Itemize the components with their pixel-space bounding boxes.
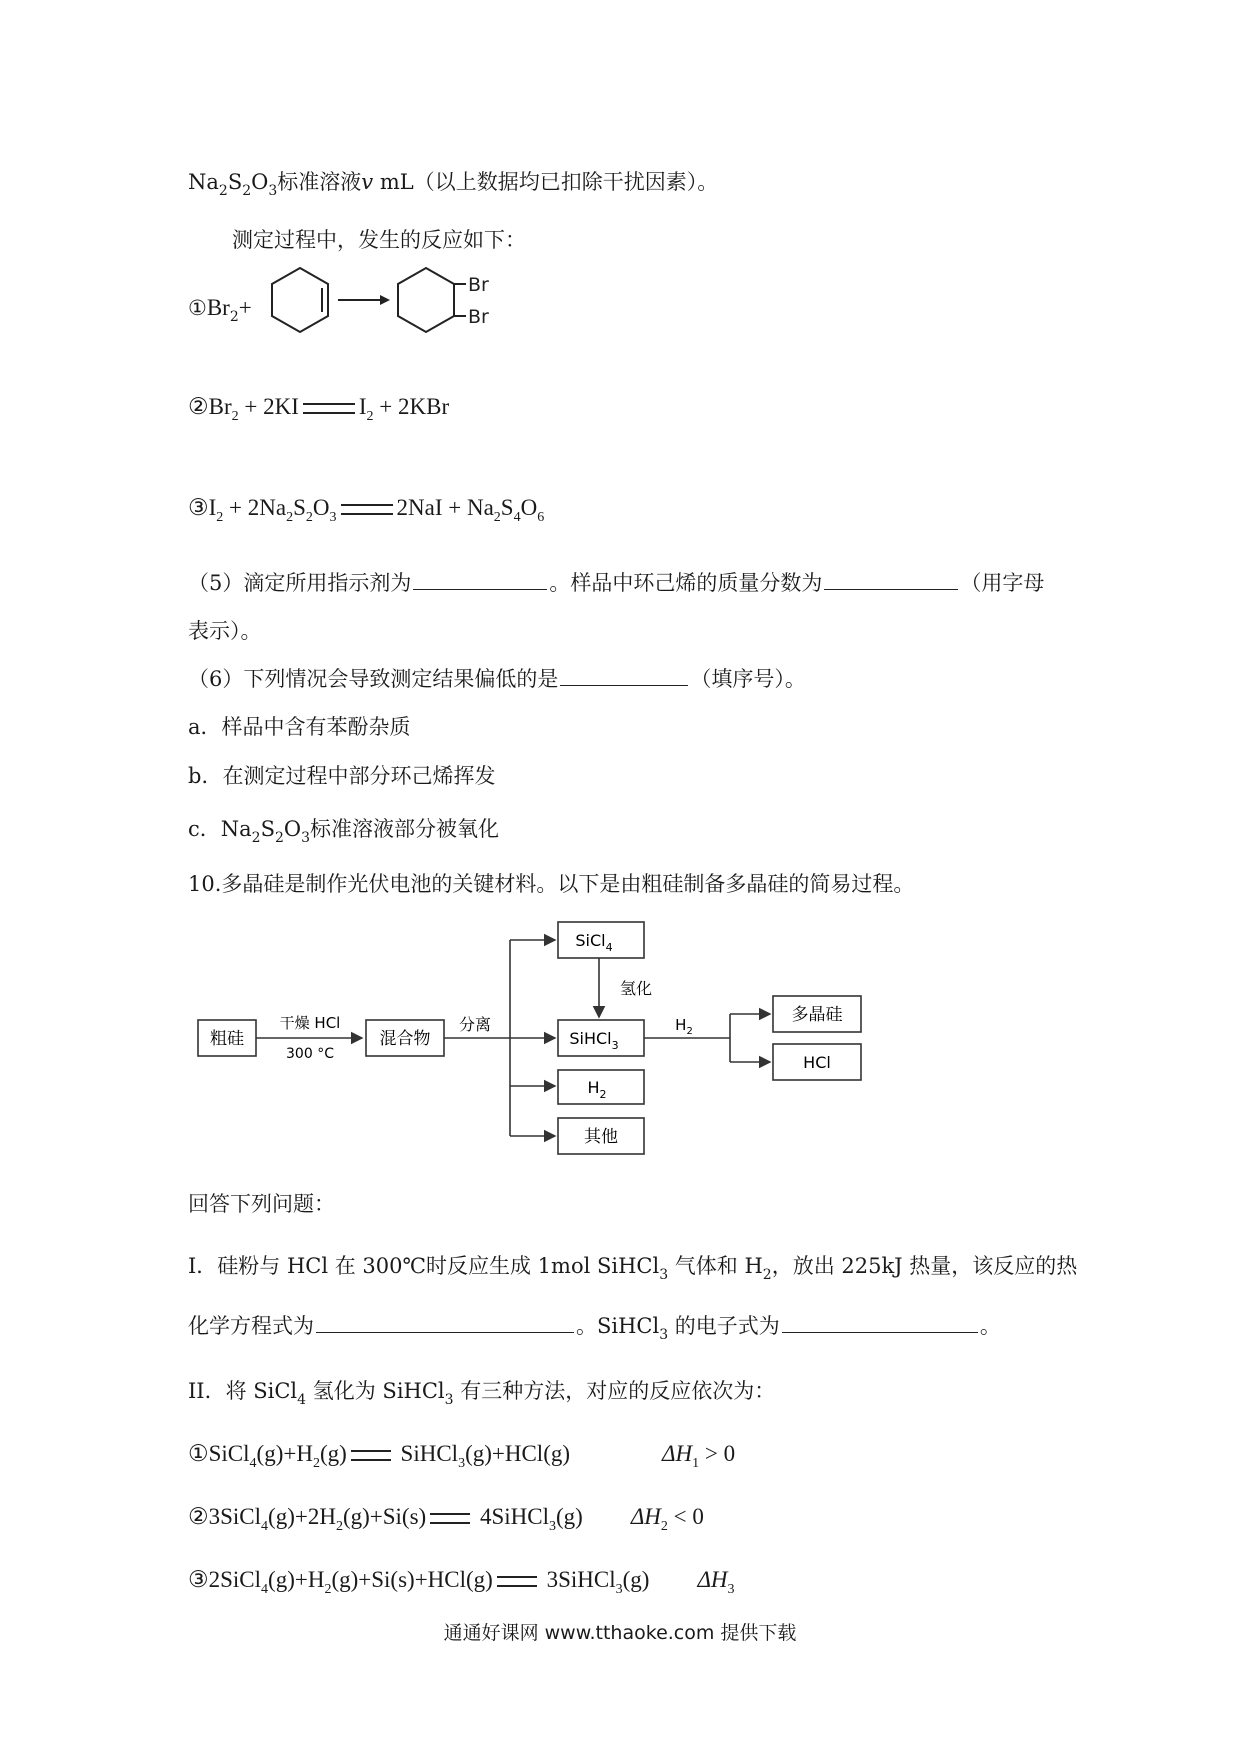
text: 标准溶液部分被氧化 — [310, 817, 500, 841]
formula-text: SiCl — [208, 1441, 250, 1466]
equilibrium-arrow — [351, 1450, 391, 1461]
formula-text: O — [251, 170, 269, 194]
subscript: 2 — [231, 409, 239, 424]
formula-text: Br — [208, 394, 232, 419]
subscript: 4 — [297, 1392, 307, 1408]
enthalpy-symbol: ΔH — [697, 1567, 728, 1592]
formula-text: S — [227, 170, 243, 194]
h2-label: $H_2$ — [587, 1078, 607, 1101]
text: 。样品中环己烯的质量分数为 — [549, 571, 823, 595]
subscript: 2 — [242, 183, 252, 199]
subscript: 3 — [615, 1582, 623, 1597]
answer-blank-q6[interactable] — [560, 665, 688, 686]
subscript: 2 — [216, 510, 224, 525]
subscript: 6 — [537, 510, 545, 525]
question-10: 10.多晶硅是制作光伏电池的关键材料。以下是由粗硅制备多晶硅的简易过程。 — [188, 872, 915, 896]
formula-text: Na — [188, 170, 219, 194]
formula-text: Na — [220, 817, 252, 841]
formula-text: (g) — [555, 1504, 583, 1529]
text: I．硅粉与 HCl 在 300℃时反应生成 1mol SiHCl — [188, 1254, 660, 1278]
br-bottom-label: Br — [468, 306, 489, 328]
sicl4-label: SiCl$_4$ — [575, 931, 613, 954]
answer-blank-thermo-equation[interactable] — [316, 1312, 574, 1333]
polysilicon-flow-diagram — [190, 920, 890, 1160]
text: （填序号）。 — [690, 667, 806, 691]
polysilicon-label: 多晶硅 — [791, 1005, 843, 1025]
formula-text: (g)+Si(s)+HCl(g) — [331, 1567, 493, 1592]
subscript: 4 — [249, 1456, 257, 1471]
text: （6）下列情况会导致测定结果偏低的是 — [188, 667, 559, 691]
answer-intro: 回答下列问题： — [188, 1192, 335, 1216]
text: （5）滴定所用指示剂为 — [188, 571, 412, 595]
subscript: 3 — [444, 1392, 454, 1408]
text: 标准溶液 — [277, 170, 362, 194]
question-II — [188, 1377, 775, 1408]
text: mL（以上数据均已扣除干扰因素）。 — [373, 170, 719, 194]
formula-text: I — [208, 495, 217, 520]
formula-text: I — [358, 394, 367, 419]
equals-arrow — [341, 504, 393, 515]
formula-text: 3SiCl — [208, 1504, 262, 1529]
line-na2s2o3-volume — [188, 168, 718, 199]
subscript: 2 — [493, 510, 501, 525]
subscript: 2 — [324, 1582, 332, 1597]
subscript: 3 — [659, 1327, 669, 1343]
circled-number: ② — [188, 1504, 209, 1529]
sihcl3-label: SiHCl$_3$ — [569, 1029, 619, 1052]
equals-arrow — [303, 403, 355, 414]
enthalpy-symbol: ΔH — [662, 1441, 693, 1466]
subscript: 1 — [692, 1456, 700, 1471]
formula-text: (g) — [622, 1567, 650, 1592]
formula-text: O — [283, 817, 302, 841]
option-a: a．样品中含有苯酚杂质 — [188, 715, 411, 739]
equilibrium-arrow — [430, 1513, 470, 1524]
option-b: b．在测定过程中部分环己烯挥发 — [188, 764, 496, 788]
subscript: 2 — [229, 309, 239, 325]
formula-text: (g)+Si(s) — [342, 1504, 427, 1529]
formula-text: S — [293, 495, 306, 520]
formula-text: (g)+HCl(g) — [465, 1441, 571, 1466]
subscript: 2 — [660, 1519, 668, 1534]
text: II．将 SiCl — [188, 1379, 298, 1403]
formula-text: 2SiCl — [208, 1567, 262, 1592]
formula-text: 4SiHCl — [474, 1504, 549, 1529]
text: 气体和 H — [668, 1254, 763, 1278]
formula-text: (g)+2H — [268, 1504, 336, 1529]
subscript: 4 — [261, 1519, 269, 1534]
equilibrium-arrow — [497, 1576, 537, 1587]
formula-text: (g)+H — [256, 1441, 313, 1466]
answer-blank-mass-fraction[interactable] — [824, 569, 958, 590]
h2-arrow-label: $H_2$ — [675, 1016, 693, 1037]
formula-text: + 2Na — [223, 495, 287, 520]
subscript: 2 — [274, 830, 284, 846]
subscript: 3 — [727, 1582, 735, 1597]
formula-text: + 2KI — [238, 394, 299, 419]
circled-number: ① — [188, 296, 207, 320]
circled-number: ③ — [188, 1567, 209, 1592]
equation-2 — [188, 1503, 704, 1535]
circled-number: ③ — [188, 495, 209, 520]
subscript: 3 — [301, 830, 311, 846]
subscript: 4 — [261, 1582, 269, 1597]
formula-text: SiHCl — [394, 1441, 459, 1466]
subscript: 2 — [305, 510, 313, 525]
separate-label: 分离 — [458, 1015, 492, 1034]
formula-text: + 2KBr — [373, 394, 450, 419]
formula-text: 3SiHCl — [540, 1567, 616, 1592]
text: （用字母 — [960, 571, 1045, 595]
reaction-2 — [188, 393, 449, 425]
hcl-label: HCl — [803, 1053, 831, 1072]
subscript: 2 — [366, 409, 374, 424]
subscript: 3 — [548, 1519, 556, 1534]
reaction-1-label — [188, 294, 252, 325]
option-c — [188, 815, 499, 846]
temperature-label: 300 °C — [286, 1046, 334, 1062]
formula-text: S — [500, 495, 514, 520]
reactions-intro: 测定过程中，发生的反应如下： — [232, 228, 526, 252]
hydrogenation-label: 氢化 — [620, 979, 653, 998]
enthalpy-relation: > 0 — [699, 1441, 736, 1466]
text: 化学方程式为 — [188, 1314, 314, 1338]
subscript: 3 — [329, 510, 337, 525]
subscript: 2 — [218, 183, 228, 199]
arrow-head-icon — [380, 295, 390, 305]
equation-1 — [188, 1440, 735, 1472]
reaction-3 — [188, 494, 544, 526]
subscript: 2 — [312, 1456, 320, 1471]
text: 氢化为 SiHCl — [306, 1379, 445, 1403]
subscript: 2 — [286, 510, 294, 525]
text: 的电子式为 — [668, 1314, 780, 1338]
formula-text: S — [260, 817, 275, 841]
other-label: 其他 — [584, 1127, 618, 1147]
question-5-cont: 表示）。 — [188, 619, 262, 643]
cyclohexene-ring — [272, 268, 328, 332]
circled-number: ② — [188, 394, 209, 419]
question-5 — [188, 569, 1044, 597]
text: 。 — [979, 1314, 1001, 1338]
enthalpy-relation: < 0 — [667, 1504, 704, 1529]
formula-text: Br — [206, 295, 230, 320]
text: 。SiHCl — [576, 1314, 660, 1338]
text: c． — [188, 817, 221, 841]
answer-blank-indicator[interactable] — [413, 569, 547, 590]
subscript: 2 — [251, 830, 261, 846]
answer-blank-electron-formula[interactable] — [782, 1312, 978, 1333]
question-6 — [188, 665, 806, 693]
reaction-1-structures — [262, 262, 512, 352]
crude-silicon-label: 粗硅 — [210, 1029, 244, 1049]
circled-number: ① — [188, 1441, 209, 1466]
text: 有三种方法，对应的反应依次为： — [453, 1379, 776, 1403]
subscript: 3 — [659, 1267, 669, 1283]
formula-text: O — [520, 495, 538, 520]
page-footer: 通通好课网 www.tthaoke.com 提供下载 — [443, 1622, 797, 1644]
subscript: 4 — [513, 510, 521, 525]
question-I — [188, 1252, 1077, 1283]
formula-text: O — [312, 495, 330, 520]
variable-v: v — [361, 170, 374, 194]
enthalpy-symbol: ΔH — [630, 1504, 661, 1529]
plus-sign: + — [238, 295, 252, 320]
subscript: 2 — [762, 1267, 772, 1283]
equation-3 — [188, 1566, 735, 1598]
question-I-cont — [188, 1312, 1001, 1343]
formula-text: (g)+H — [268, 1567, 325, 1592]
subscript: 3 — [268, 183, 278, 199]
text: ，放出 225kJ 热量，该反应的热 — [771, 1254, 1078, 1278]
mixture-label: 混合物 — [379, 1029, 431, 1049]
subscript: 3 — [458, 1456, 466, 1471]
dibromocyclohexane-ring — [398, 268, 454, 332]
subscript: 2 — [335, 1519, 343, 1534]
br-top-label: Br — [468, 274, 489, 296]
reagent-label: 干燥 HCl — [279, 1014, 341, 1032]
formula-text: (g) — [319, 1441, 347, 1466]
formula-text: 2NaI + Na — [396, 495, 494, 520]
